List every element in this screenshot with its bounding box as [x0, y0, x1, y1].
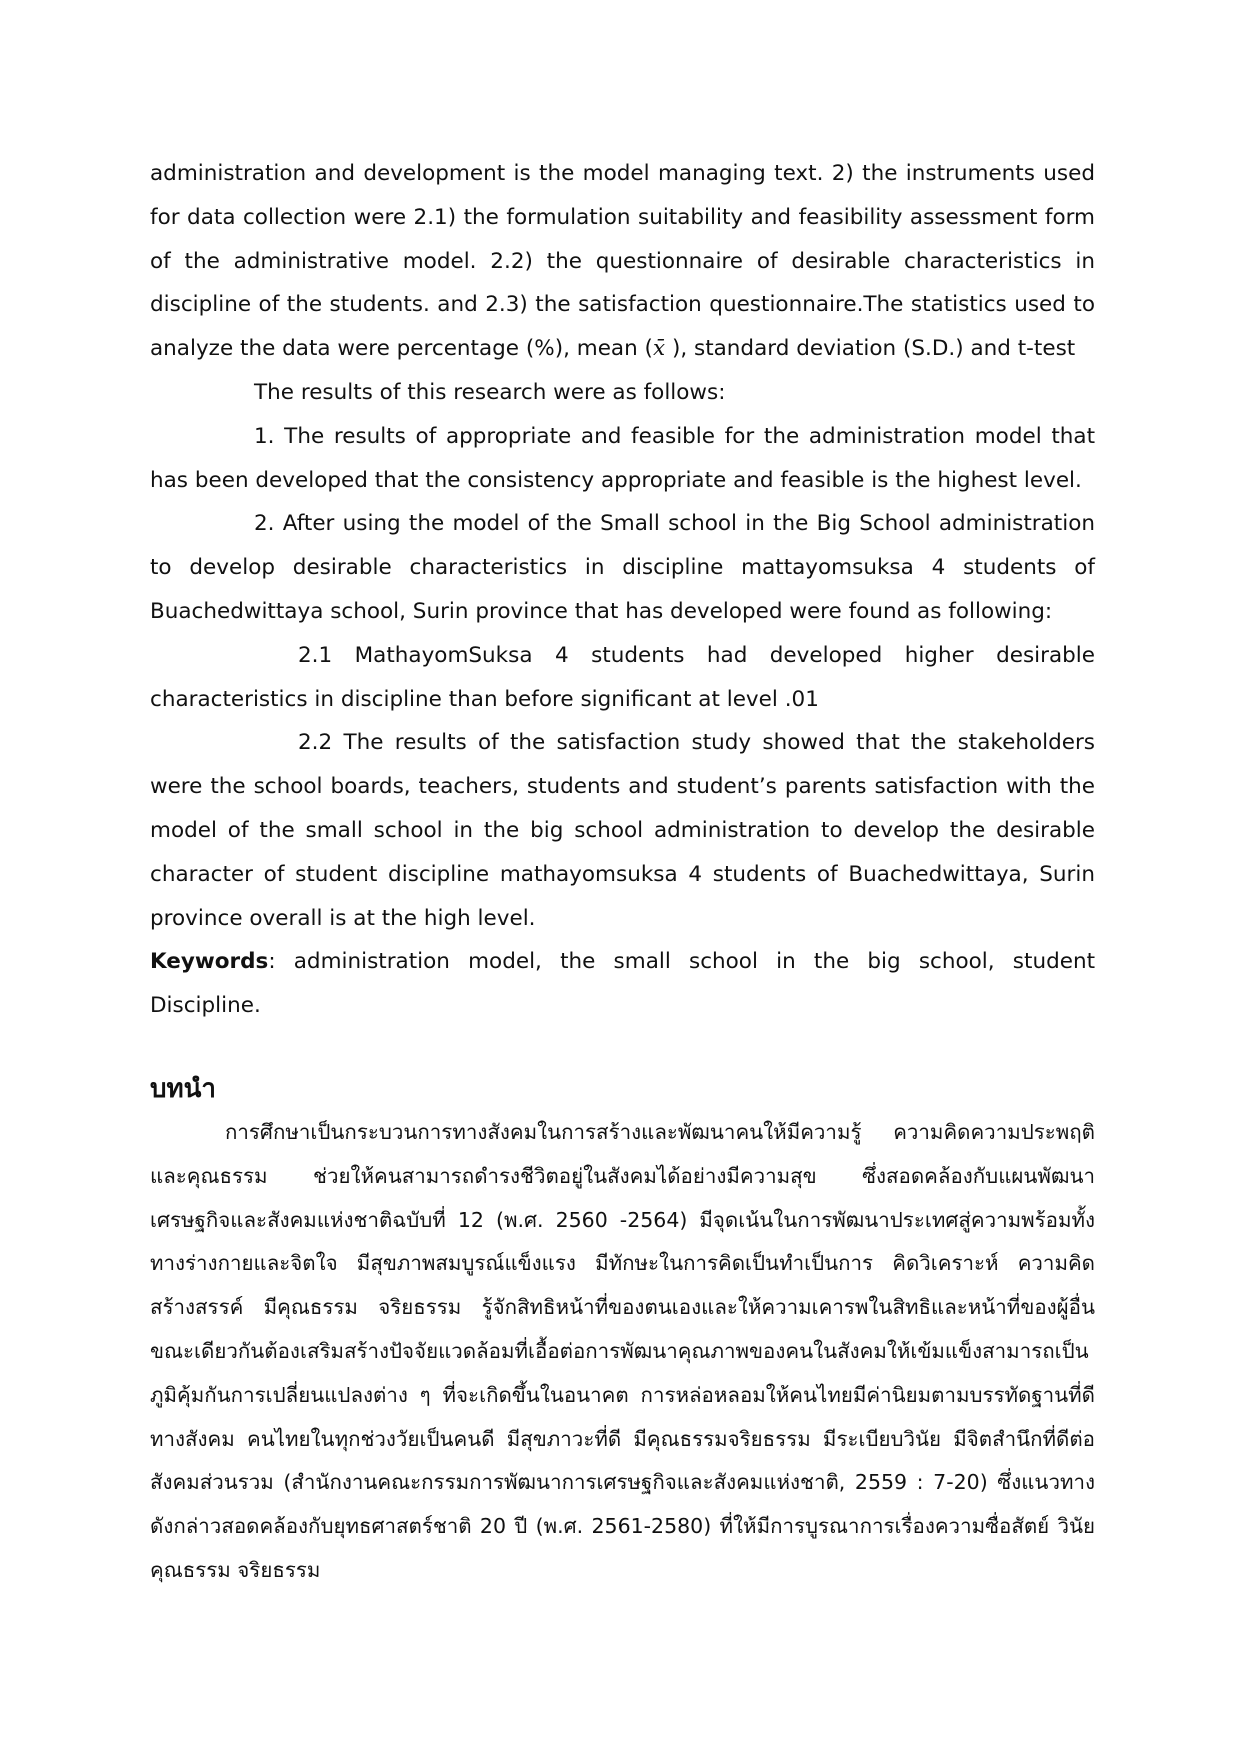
keywords-text: : administration model, the small school in the big school, student Discipline. [150, 949, 1095, 1019]
result-2: 2. After using the model of the Small school in the Big School administration to develop desirable characteristics in discipline mattayomsuksa 4 students of Buachedwittaya school, Surin province that has developed were found as following: [150, 511, 1095, 624]
mean-symbol: x̄ [652, 336, 666, 362]
abstract-text: administration and development is the model managing text. 2) the instruments used for data collection were 2.1) the formulation suitability and feasibility assessment form of the administrative model. 2.2) the questionnaire of desirable characteristics in discipline of the students. and 2.3) the satisfaction questionnaire.The statistics used to analyze the data were percentage (%), mean ( [150, 161, 1095, 362]
abstract-section [150, 152, 1095, 1028]
abstract-paragraph [150, 152, 1095, 371]
introduction-paragraph: การศึกษาเป็นกระบวนการทางสังคมในการสร้างและพัฒนาคนให้มีความรู้ ความคิดความประพฤติและคุณธรรม ช่วยให้คนสามารถดำรงชีวิตอยู่ในสังคมได้อย่างมีความสุข ซึ่งสอดคล้องกับแผนพัฒนาเศรษฐกิจและสังคมแห่งชาติฉบับที่ 12 (พ.ศ. 2560 -2564) มีจุดเน้นในการพัฒนาประเทศสู่ความพร้อมทั้งทางร่างกายและจิตใจ มีสุขภาพสมบูรณ์แข็งแรง มีทักษะในการคิดเป็นทำเป็นการ คิดวิเคราะห์ ความคิดสร้างสรรค์ มีคุณธรรม จริยธรรม รู้จักสิทธิหน้าที่ของตนเองและให้ความเคารพในสิทธิและหน้าที่ของผู้อื่น ขณะเดียวกันต้องเสริมสร้างปัจจัยแวดล้อมที่เอื้อต่อการพัฒนาคุณภาพของคนในสังคมให้เข้มแข็งสามารถเป็นภูมิคุ้มกันการเปลี่ยนแปลงต่าง ๆ ที่จะเกิดขึ้นในอนาคต การหล่อหลอมให้คนไทยมีค่านิยมตามบรรทัดฐานที่ดีทางสังคม คนไทยในทุกช่วงวัยเป็นคนดี มีสุขภาวะที่ดี มีคุณธรรมจริยธรรม มีระเบียบวินัย มีจิตสำนึกที่ดีต่อสังคมส่วนรวม (สำนักงานคณะกรรมการพัฒนาการเศรษฐกิจและสังคมแห่งชาติ, 2559 : 7-20) ซึ่งแนวทางดังกล่าวสอดคล้องกับยุทธศาสตร์ชาติ 20 ปี (พ.ศ. 2561-2580) ที่ให้มีการบูรณาการเรื่องความซื่อสัตย์ วินัย คุณธรรม จริยธรรม [150, 1119, 1095, 1582]
result-2-1: 2.1 MathayomSuksa 4 students had developed higher desirable characteristics in discipline than before significant at level .01 [150, 642, 1095, 712]
abstract-text-tail: ), standard deviation (S.D.) and t-test [671, 336, 1076, 362]
results-intro: The results of this research were as follows: [254, 379, 726, 405]
keywords-label: Keywords [150, 949, 269, 975]
result-2-2: 2.2 The results of the satisfaction study showed that the stakeholders were the school boards, teachers, students and student’s parents satisfaction with the model of the small school in the big school administration to develop the desirable character of student discipline mathayomsuksa 4 students of Buachedwittaya, Surin province overall is at the high level. [150, 730, 1095, 931]
keywords-line [150, 940, 1095, 1028]
introduction-section [150, 1111, 1095, 1593]
result-1: 1. The results of appropriate and feasible for the administration model that has been developed that the consistency appropriate and feasible is the highest level. [150, 423, 1095, 493]
introduction-heading: บทนำ [150, 1073, 217, 1104]
document-page [150, 152, 1095, 1593]
